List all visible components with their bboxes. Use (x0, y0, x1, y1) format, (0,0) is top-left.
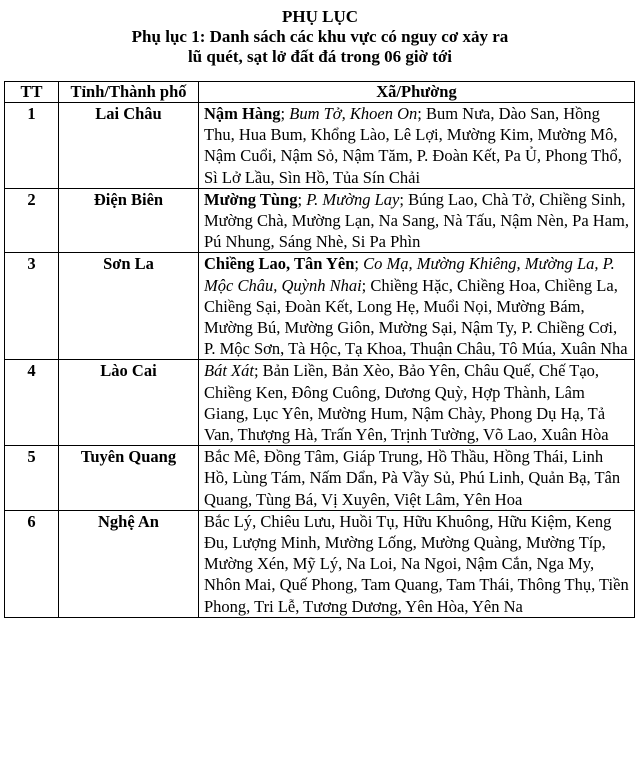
ward-list-separator: ; (354, 254, 364, 274)
row-number: 1 (5, 103, 59, 189)
province-name: Lào Cai (59, 360, 199, 446)
ward-list (199, 446, 635, 511)
ward-list-separator: ; (417, 104, 426, 123)
province-name: Điện Biên (59, 188, 199, 253)
table-row (5, 510, 635, 617)
table-row (5, 188, 635, 253)
ward-list-italic: Bum Tở, Khoen On (289, 104, 418, 123)
table-row (5, 103, 635, 189)
ward-list-italic: Bát Xát (204, 361, 254, 381)
province-name: Nghệ An (59, 510, 199, 617)
ward-list (199, 360, 635, 446)
row-number: 4 (5, 360, 59, 446)
ward-list-bold: Nậm Hàng (204, 104, 281, 123)
header-tt: TT (5, 82, 59, 103)
appendix-title: PHỤ LỤC (281, 7, 359, 26)
ward-list-normal: Chiềng Hặc, Chiềng Hoa, Chiềng La, Chiềng Sại, Đoàn Kết, Long Hẹ, Muổi Nọi, Mường Bám, Mường Bú, Mường Giôn, Mường Sại, Nậm Ty, P. Chiềng Cơi, P. Mộc Sơn, Tà Hộc, Tạ Khoa, Thuận Châu, Tô Múa, Xuân Nha (204, 275, 628, 359)
ward-list-separator: ; (399, 189, 409, 209)
appendix-subtitle-line1: Phụ lục 1: Danh sách các khu vực có nguy cơ xảy ra (131, 27, 509, 46)
ward-list-bold: Chiềng Lao, Tân Yên (204, 254, 355, 274)
appendix-subtitle-line2: lũ quét, sạt lở đất đá trong 06 giờ tới (187, 47, 453, 66)
row-number: 5 (5, 446, 59, 511)
ward-list (199, 510, 635, 617)
table-header-row (5, 82, 635, 103)
province-name: Sơn La (59, 253, 199, 360)
ward-list-separator: ; (253, 361, 263, 381)
province-name: Lai Châu (59, 103, 199, 189)
ward-list-normal: Bản Liền, Bản Xèo, Bảo Yên, Châu Quế, Chế Tạo, Chiềng Ken, Đông Cuông, Dương Quỳ, Hợp Thành, Lâm Giang, Lục Yên, Mường Hum, Nậm Chày, Phong Dụ Hạ, Tả Van, Thượng Hà, Trấn Yên, Trịnh Tường, Võ Lao, Xuân Hòa (204, 361, 609, 445)
ward-list-italic: P. Mường Lay (306, 189, 400, 209)
header-province: Tỉnh/Thành phố (59, 82, 199, 103)
ward-list (199, 188, 635, 253)
ward-list (199, 253, 635, 360)
table-row (5, 253, 635, 360)
row-number: 2 (5, 188, 59, 253)
ward-list-separator: ; (361, 275, 371, 295)
ward-list-italic: Co Mạ, Mường Khiêng, Mường La, P. Mộc Châu, Quỳnh Nhai (204, 254, 615, 295)
table-row (5, 360, 635, 446)
row-number: 6 (5, 510, 59, 617)
header-wards: Xã/Phường (199, 82, 635, 103)
ward-list-normal: Bum Nưa, Dào San, Hồng Thu, Hua Bum, Khổng Lào, Lê Lợi, Mường Kim, Mường Mô, Nậm Cuổi, Nậm Sỏ, Nậm Tăm, P. Đoàn Kết, Pa Ủ, Phong Thổ, Sì Lở Lầu, Sìn Hồ, Tủa Sín Chải (204, 104, 622, 187)
table-row (5, 446, 635, 511)
row-number: 3 (5, 253, 59, 360)
risk-area-table (4, 81, 635, 618)
province-name: Tuyên Quang (59, 446, 199, 511)
ward-list-separator: ; (297, 189, 307, 209)
ward-list-normal: Búng Lao, Chà Tở, Chiềng Sinh, Mường Chà, Mường Lạn, Na Sang, Nà Tấu, Nậm Nèn, Pa Ham, Pú Nhung, Sáng Nhè, Si Pa Phìn (204, 189, 630, 252)
ward-list-normal: Bắc Lý, Chiêu Lưu, Huồi Tụ, Hữu Khuông, Hữu Kiệm, Keng Đu, Lượng Minh, Mường Lống, Mường Quàng, Mường Típ, Mường Xén, Mỹ Lý, Na Loi, Na Ngoi, Nậm Cắn, Nga My, Nhôn Mai, Quế Phong, Tam Quang, Tam Thái, Thông Thụ, Tiền Phong, Tri Lễ, Tương Dương, Yên Hòa, Yên Na (204, 511, 629, 616)
ward-list-bold: Mường Tùng (204, 189, 298, 209)
ward-list-normal: Bắc Mê, Đồng Tâm, Giáp Trung, Hồ Thầu, Hồng Thái, Linh Hồ, Lùng Tám, Nấm Dẩn, Pà Vầy Sủ, Phú Linh, Quản Bạ, Tân Quang, Tùng Bá, Vị Xuyên, Việt Lâm, Yên Hoa (204, 447, 621, 509)
ward-list-separator: ; (280, 104, 290, 123)
ward-list (199, 103, 635, 189)
